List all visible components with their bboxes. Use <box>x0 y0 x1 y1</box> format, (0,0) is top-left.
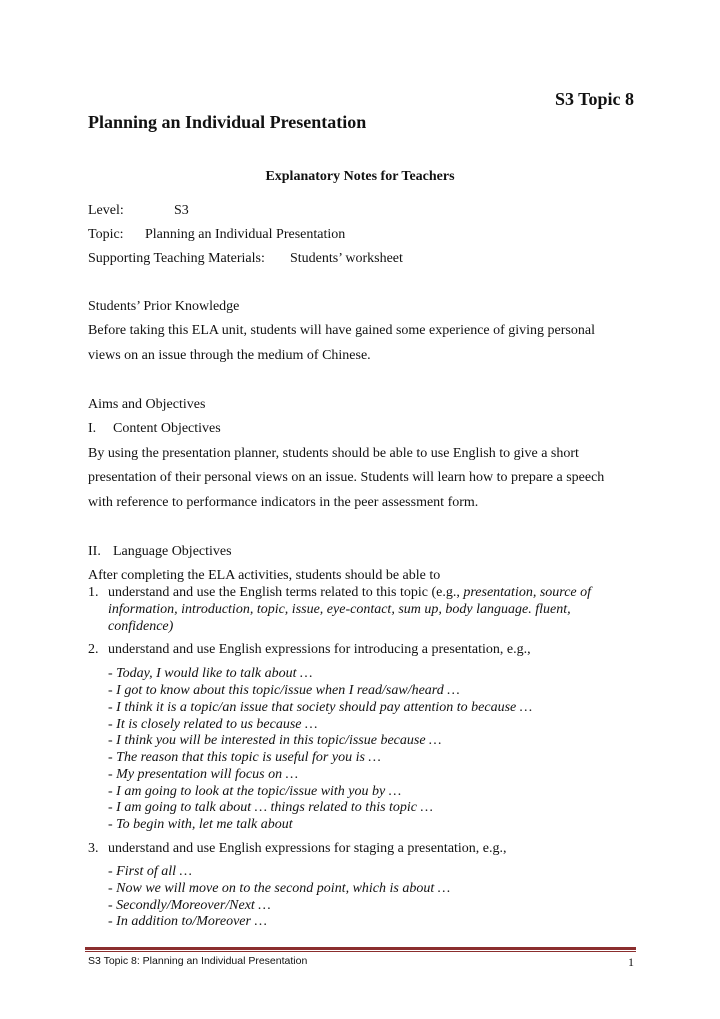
objective-1-line-1 <box>108 585 591 601</box>
content-line-1: By using the presentation planner, students should be able to use English to give a short <box>88 446 579 461</box>
document-subtitle: Explanatory Notes for Teachers <box>265 169 455 184</box>
objective-2-number: 2. <box>88 642 99 657</box>
objective-1-terms-1: presentation, source of <box>463 585 592 600</box>
prior-line-1: Before taking this ELA unit, students will have gained some experience of giving personal <box>88 323 595 338</box>
language-objectives-number: II. <box>88 544 101 559</box>
list-item: - Now we will move on to the second point, which is about … <box>108 881 451 896</box>
list-item: - I am going to talk about … things related to this topic … <box>108 800 433 815</box>
document-title: Planning an Individual Presentation <box>88 112 367 132</box>
objective-1-text: understand and use the English terms related to this topic (e.g., <box>108 585 464 600</box>
materials-value: Students’ worksheet <box>290 251 403 266</box>
level-row <box>88 203 189 219</box>
list-item: - To begin with, let me talk about <box>108 817 293 832</box>
content-line-2: presentation of their personal views on an issue. Students will learn how to prepare a speech <box>88 470 605 485</box>
content-objectives-number: I. <box>88 421 97 436</box>
level-value: S3 <box>174 203 189 218</box>
language-objectives-heading: Language Objectives <box>113 544 232 559</box>
objective-3-number: 3. <box>88 841 99 856</box>
objective-2-text: understand and use English expressions for introducing a presentation, e.g., <box>108 642 531 657</box>
prior-heading: Students’ Prior Knowledge <box>88 299 240 314</box>
materials-row <box>88 251 403 267</box>
list-item: - In addition to/Moreover … <box>108 914 267 929</box>
objective-1-terms-3: confidence) <box>108 619 174 634</box>
footer-divider-thick <box>85 947 636 950</box>
list-item: - First of all … <box>108 864 193 879</box>
list-item: - My presentation will focus on … <box>108 767 299 782</box>
list-item: - Secondly/Moreover/Next … <box>108 898 271 913</box>
objective-1-number: 1. <box>88 585 99 600</box>
list-item: - Today, I would like to talk about … <box>108 666 313 681</box>
topic-row <box>88 227 346 243</box>
language-objectives-row <box>88 544 232 560</box>
list-item: - It is closely related to us because … <box>108 717 318 732</box>
level-label: Level: <box>88 203 124 218</box>
topic-label: Topic: <box>88 227 124 242</box>
language-intro: After completing the ELA activities, students should be able to <box>88 568 441 583</box>
list-item: - The reason that this topic is useful for you is … <box>108 750 381 765</box>
list-item: - I think it is a topic/an issue that society should pay attention to because … <box>108 700 533 715</box>
aims-heading: Aims and Objectives <box>88 397 206 412</box>
materials-label: Supporting Teaching Materials: <box>88 251 265 266</box>
topic-value: Planning an Individual Presentation <box>145 227 346 242</box>
objective-3-text: understand and use English expressions for staging a presentation, e.g., <box>108 841 507 856</box>
objective-1-terms-2: information, introduction, topic, issue, eye-contact, sum up, body language. fluent, <box>108 602 571 617</box>
list-item: - I got to know about this topic/issue when I read/saw/heard … <box>108 683 460 698</box>
list-item: - I am going to look at the topic/issue with you by … <box>108 784 402 799</box>
content-objectives-heading: Content Objectives <box>113 421 221 436</box>
footer-text: S3 Topic 8: Planning an Individual Presentation <box>88 955 308 967</box>
topic-number: S3 Topic 8 <box>554 89 634 109</box>
content-line-3: with reference to performance indicators in the peer assessment form. <box>88 495 479 510</box>
list-item: - I think you will be interested in this topic/issue because … <box>108 733 442 748</box>
prior-line-2: views on an issue through the medium of Chinese. <box>88 348 371 363</box>
page-number: 1 <box>628 955 634 969</box>
content-objectives-row <box>88 421 221 437</box>
footer-divider-thin <box>85 951 636 952</box>
